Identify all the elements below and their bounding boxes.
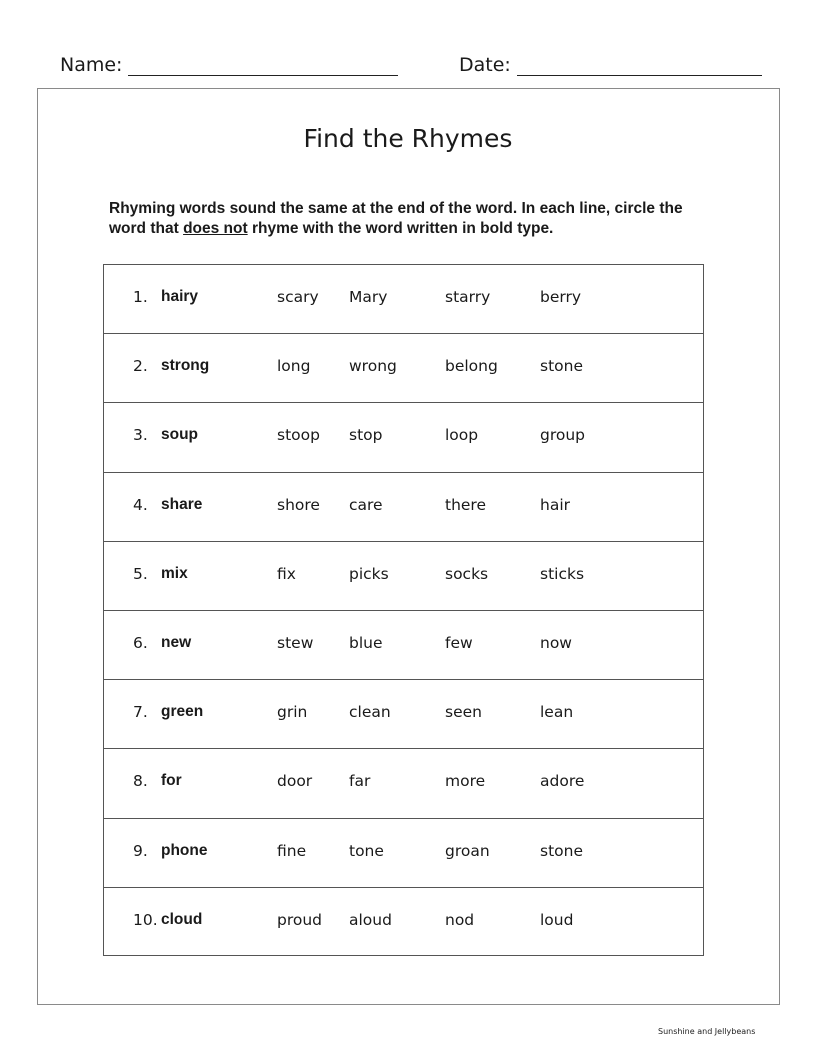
option-word[interactable]: adore — [540, 772, 585, 791]
date-blank-line[interactable] — [517, 56, 762, 76]
option-word[interactable]: grin — [277, 703, 308, 722]
option-word[interactable]: berry — [540, 288, 582, 306]
option-word[interactable]: long — [277, 357, 311, 376]
option-word[interactable]: fix — [277, 564, 296, 583]
key-word: soup — [161, 426, 199, 444]
option-word[interactable]: group — [540, 426, 586, 445]
option-word[interactable]: scary — [277, 288, 319, 306]
instructions — [109, 199, 709, 239]
option-word[interactable]: Mary — [349, 288, 388, 306]
option-word[interactable]: care — [349, 495, 383, 514]
date-label: Date: — [459, 54, 511, 76]
option-word[interactable]: stew — [277, 634, 314, 652]
table-row — [104, 749, 703, 818]
table-row — [104, 888, 703, 957]
option-word[interactable]: shore — [277, 495, 320, 514]
option-word[interactable]: blue — [349, 634, 383, 652]
table-row — [104, 265, 703, 334]
table-row — [104, 542, 703, 611]
option-word[interactable]: now — [540, 634, 572, 652]
date-field[interactable] — [459, 54, 762, 76]
option-word[interactable]: socks — [445, 564, 489, 583]
option-word[interactable]: picks — [349, 564, 389, 583]
page-title: Find the Rhymes — [303, 124, 513, 153]
row-number: 7. — [133, 703, 148, 722]
rhyme-table — [103, 264, 704, 956]
table-row — [104, 473, 703, 542]
key-word: green — [161, 703, 204, 721]
row-number: 5. — [133, 564, 148, 583]
option-word[interactable]: groan — [445, 841, 490, 860]
option-word[interactable]: fine — [277, 841, 307, 860]
option-word[interactable]: door — [277, 772, 313, 791]
row-number: 8. — [133, 772, 148, 791]
option-word[interactable]: stone — [540, 357, 583, 376]
key-word: new — [161, 634, 192, 651]
option-word[interactable]: hair — [540, 495, 571, 514]
table-row — [104, 334, 703, 403]
row-number: 2. — [133, 357, 148, 376]
key-word: mix — [161, 564, 188, 582]
option-word[interactable]: loop — [445, 426, 479, 445]
key-word: phone — [161, 841, 208, 859]
row-number: 3. — [133, 426, 148, 445]
table-row — [104, 680, 703, 749]
name-field[interactable] — [60, 54, 398, 76]
name-label: Name: — [60, 54, 123, 76]
footer-credit: Sunshine and Jellybeans — [658, 1027, 756, 1036]
table-row — [104, 403, 703, 472]
table-row — [104, 611, 703, 680]
instructions-underlined: does not — [183, 220, 248, 237]
table-row — [104, 819, 703, 888]
row-number: 6. — [133, 634, 148, 652]
option-word[interactable]: proud — [277, 910, 323, 929]
option-word[interactable]: tone — [349, 841, 384, 860]
option-word[interactable]: nod — [445, 910, 475, 929]
key-word: for — [161, 772, 182, 790]
key-word: share — [161, 495, 203, 513]
option-word[interactable]: clean — [349, 703, 391, 722]
name-blank-line[interactable] — [128, 56, 398, 76]
option-word[interactable]: lean — [540, 703, 574, 722]
row-number: 4. — [133, 495, 148, 514]
option-word[interactable]: there — [445, 495, 487, 514]
option-word[interactable]: starry — [445, 288, 491, 306]
instructions-text-2: rhyme with the word written in bold type. — [247, 220, 554, 237]
option-word[interactable]: far — [349, 772, 371, 791]
row-number: 1. — [133, 288, 148, 306]
instructions-text-1: Rhyming words sound the same at the end of the word. In each line, circle the word that — [109, 200, 683, 237]
option-word[interactable]: more — [445, 772, 486, 791]
key-word: strong — [161, 357, 210, 375]
option-word[interactable]: sticks — [540, 564, 585, 583]
key-word: cloud — [161, 910, 203, 928]
row-number: 9. — [133, 841, 148, 860]
option-word[interactable]: stoop — [277, 426, 320, 445]
option-word[interactable]: few — [445, 634, 473, 652]
option-word[interactable]: wrong — [349, 357, 397, 376]
option-word[interactable]: belong — [445, 357, 498, 376]
option-word[interactable]: stone — [540, 841, 583, 860]
option-word[interactable]: seen — [445, 703, 482, 722]
row-number: 10. — [133, 910, 158, 929]
option-word[interactable]: aloud — [349, 910, 392, 929]
option-word[interactable]: stop — [349, 426, 383, 445]
key-word: hairy — [161, 288, 199, 305]
option-word[interactable]: loud — [540, 910, 574, 929]
